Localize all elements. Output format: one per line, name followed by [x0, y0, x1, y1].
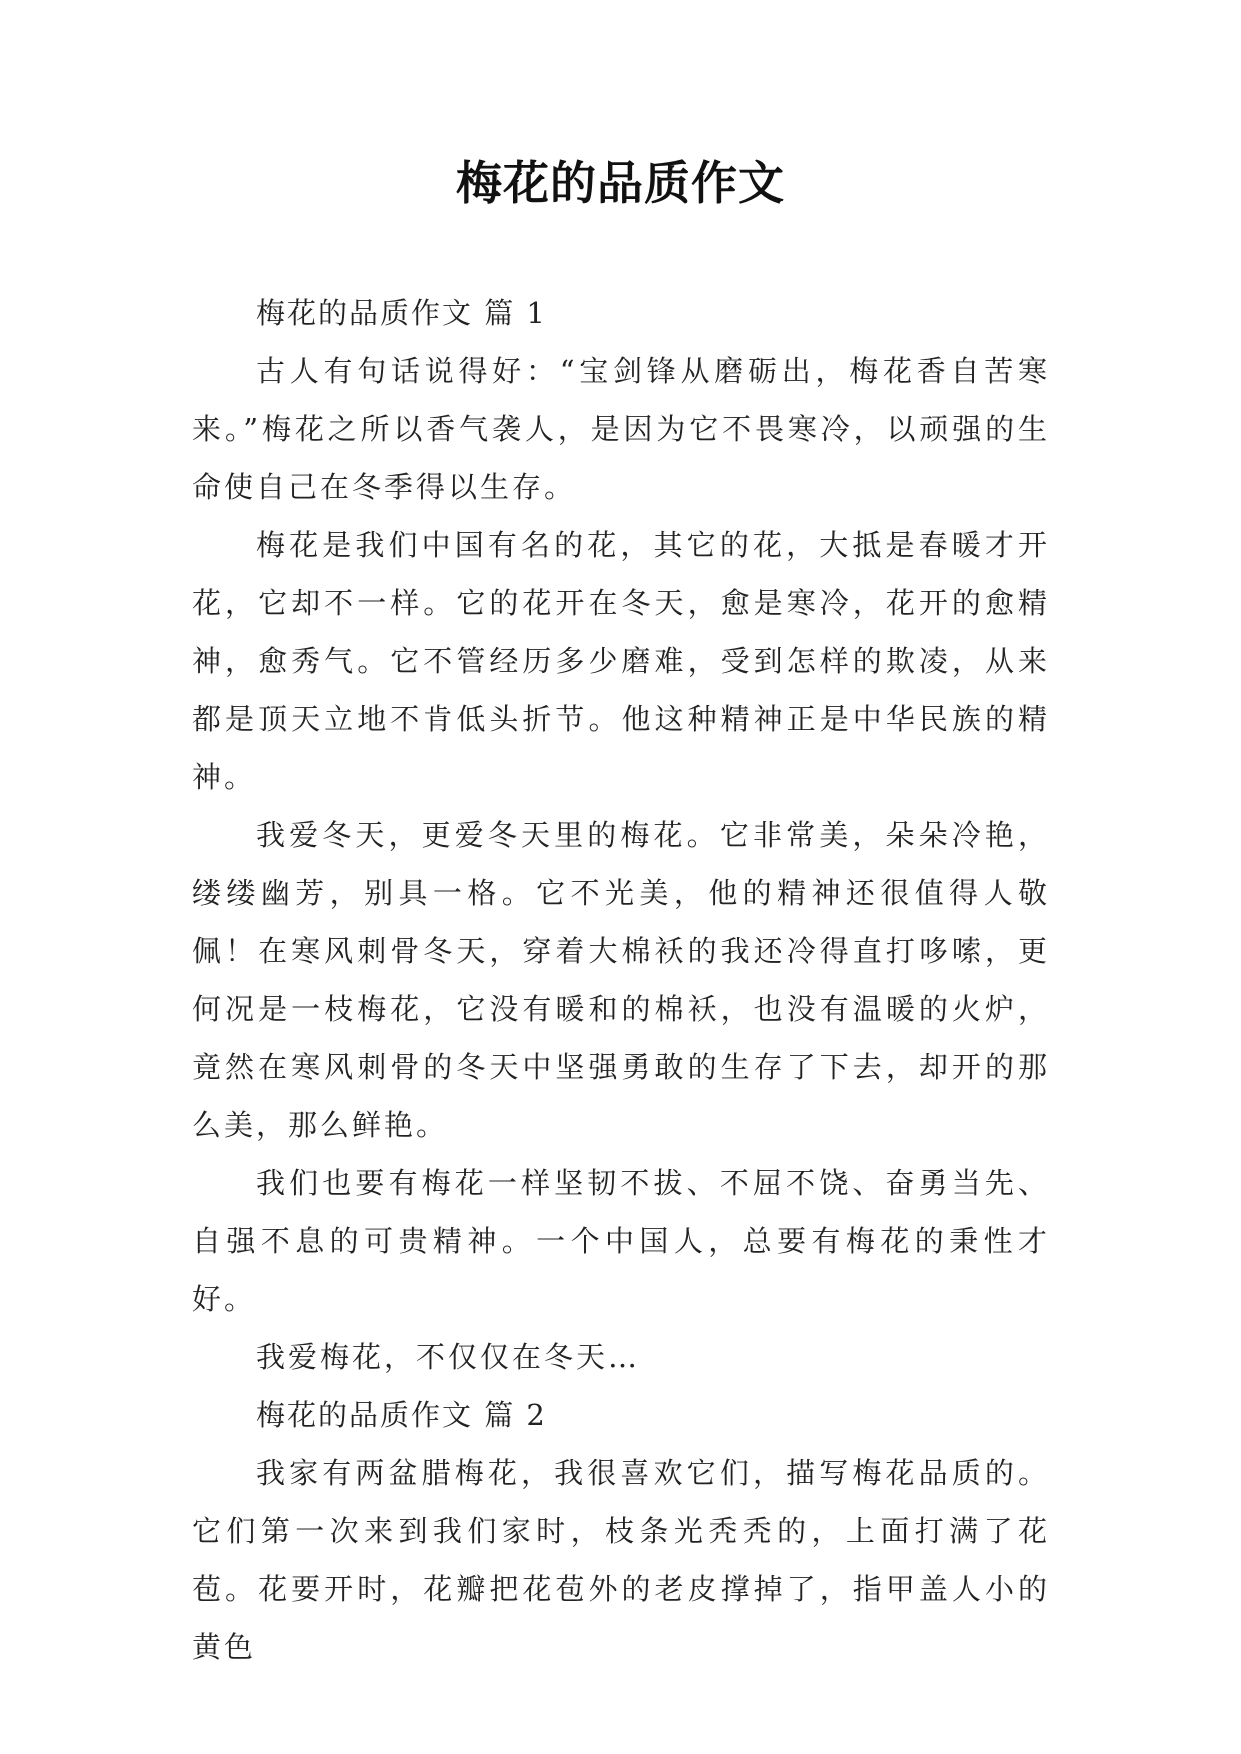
- paragraph: 我爱梅花，不仅仅在冬天…: [256, 1340, 641, 1374]
- paragraph: 古人有句话说得好：“宝剑锋从磨砺出，梅花香自苦寒来。”梅花之所以香气袭人，是因为它不畏寒冷，以顽强的生命使自己在冬季得以生存。: [192, 354, 1050, 504]
- section-heading-2: 梅花的品质作文 篇 2: [256, 1398, 547, 1432]
- section-heading-1: 梅花的品质作文 篇 1: [256, 296, 547, 330]
- document-title: 梅花的品质作文: [456, 156, 785, 210]
- paragraph: 我家有两盆腊梅花，我很喜欢它们，描写梅花品质的。它们第一次来到我们家时，枝条光秃秃的，上面打满了花苞。花要开时，花瓣把花苞外的老皮撑掉了，指甲盖人小的黄色: [192, 1456, 1050, 1664]
- paragraph: 我们也要有梅花一样坚韧不拔、不屈不饶、奋勇当先、自强不息的可贵精神。一个中国人，总要有梅花的秉性才好。: [192, 1166, 1050, 1316]
- paragraph: 我爱冬天，更爱冬天里的梅花。它非常美，朵朵冷艳，缕缕幽芳，别具一格。它不光美，他的精神还很值得人敬佩！在寒风刺骨冬天，穿着大棉袄的我还冷得直打哆嗦，更何况是一枝梅花，它没有暖和的棉袄，也没有温暖的火炉，竟然在寒风刺骨的冬天中坚强勇敢的生存了下去，却开的那么美，那么鲜艳。: [192, 818, 1050, 1142]
- paragraph: 梅花是我们中国有名的花，其它的花，大抵是春暖才开花，它却不一样。它的花开在冬天，愈是寒冷，花开的愈精神，愈秀气。它不管经历多少磨难，受到怎样的欺凌，从来都是顶天立地不肯低头折节。他这种精神正是中华民族的精神。: [192, 528, 1050, 794]
- document-body: [192, 284, 1050, 1676]
